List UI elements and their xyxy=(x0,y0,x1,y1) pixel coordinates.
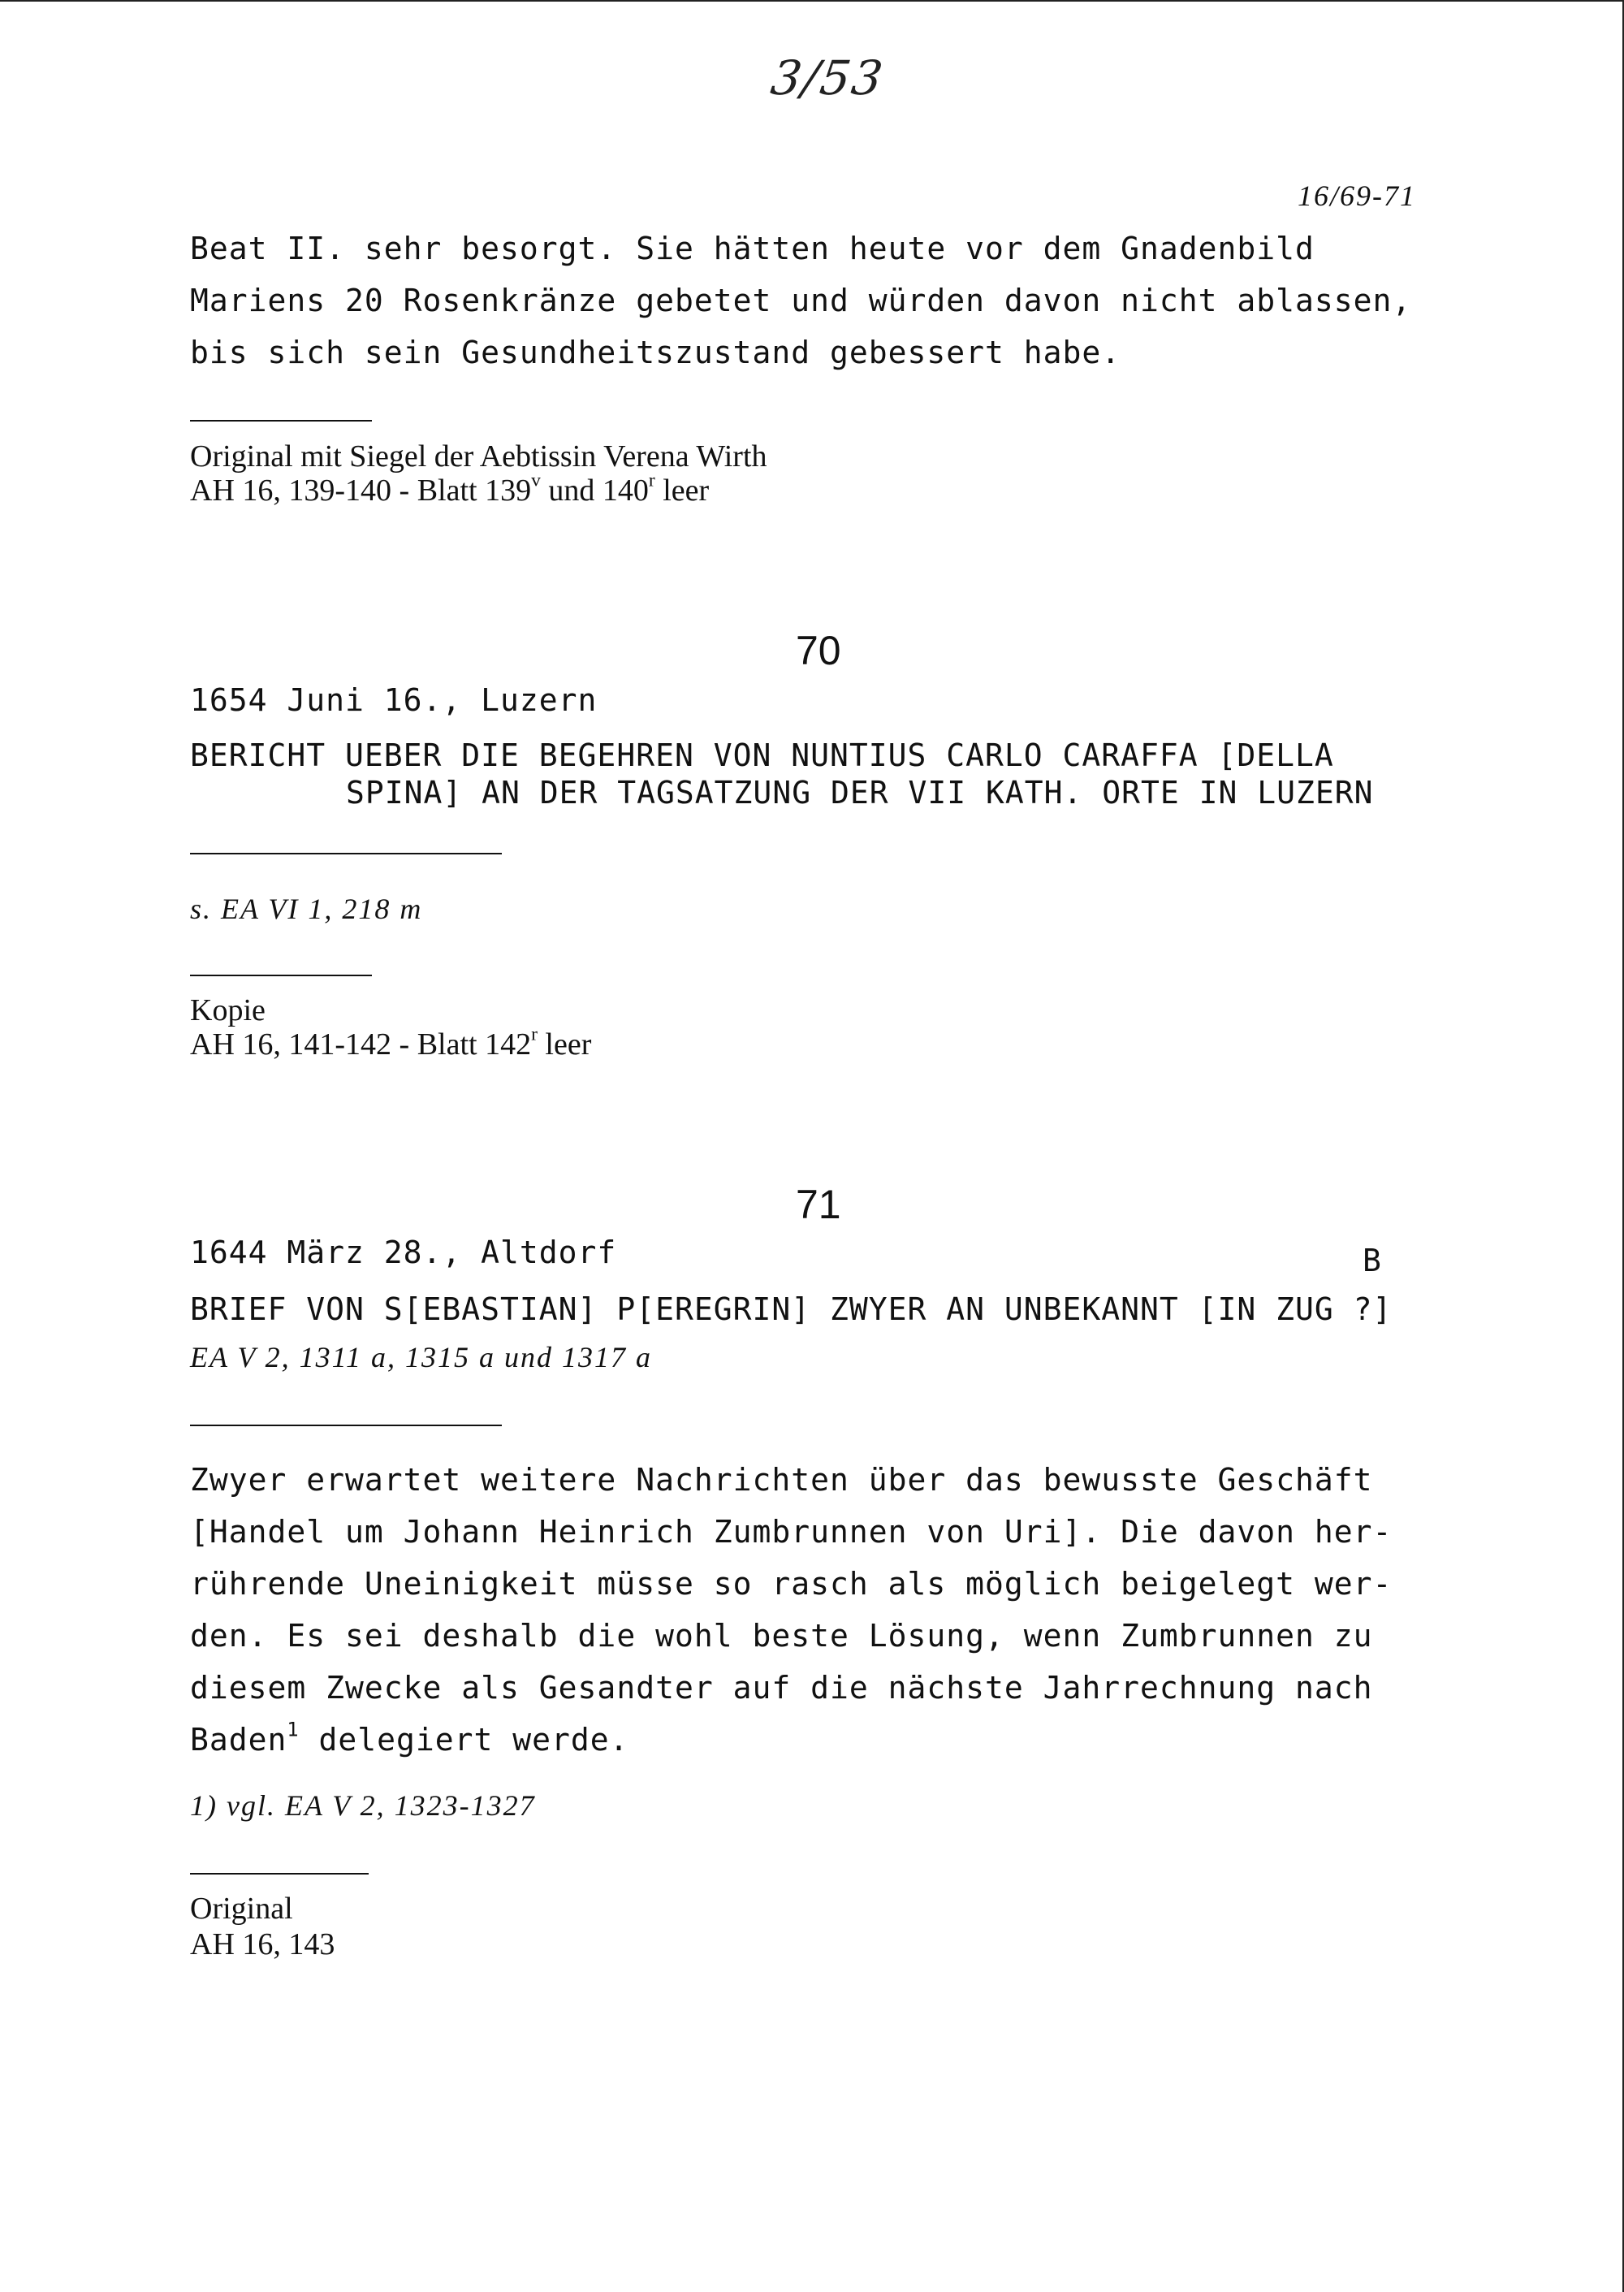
entry-71-body-line-6: Baden$^1$ delegiert werde. xyxy=(190,1718,629,1758)
entry-70-title-line-2: SPINA] AN DER TAGSATZUNG DER VII KATH. ORTE IN LUZERN xyxy=(346,775,1374,811)
entry-71-footnote: 1) vgl. EA V 2, 1323-1327 xyxy=(190,1789,536,1822)
entry-71-title: BRIEF VON S[EBASTIAN] P[EREGRIN] ZWYER AN UNBEKANNT [IN ZUG ?] xyxy=(190,1291,1393,1327)
entry-71-marker: B xyxy=(1363,1243,1382,1278)
entry-71-source-description: Original xyxy=(190,1892,293,1926)
entry-71-date: 1644 März 28., Altdorf xyxy=(190,1235,617,1270)
separator-rule xyxy=(190,420,372,422)
entry-71-body-line-3: rührende Uneinigkeit müsse so rasch als möglich beigelegt wer- xyxy=(190,1566,1393,1602)
handwritten-folio-number: 3/53 xyxy=(767,50,888,106)
page-reference: 16/69-71 xyxy=(1298,179,1416,212)
entry-70-number: 70 xyxy=(796,628,841,673)
separator-rule xyxy=(190,853,502,854)
continuation-line-3: bis sich sein Gesundheitszustand gebessert habe. xyxy=(190,335,1121,370)
source-archive-reference: AH 16, 139-140 - Blatt 139$^v$ und 140$^r$ leer xyxy=(190,469,710,508)
separator-rule xyxy=(190,1425,502,1426)
entry-71-reference: EA V 2, 1311 a, 1315 a und 1317 a xyxy=(190,1341,652,1373)
entry-70-date: 1654 Juni 16., Luzern xyxy=(190,682,598,718)
separator-rule xyxy=(190,1873,369,1875)
separator-rule xyxy=(190,975,372,976)
entry-70-reference: s. EA VI 1, 218 m xyxy=(190,893,423,925)
entry-70-source-description: Kopie xyxy=(190,993,266,1027)
entry-70-title-line-1: BERICHT UEBER DIE BEGEHREN VON NUNTIUS CARLO CARAFFA [DELLA xyxy=(190,737,1334,773)
continuation-line-1: Beat II. sehr besorgt. Sie hätten heute vor dem Gnadenbild xyxy=(190,231,1315,266)
entry-71-body-line-2: [Handel um Johann Heinrich Zumbrunnen von Uri]. Die davon her- xyxy=(190,1514,1393,1550)
entry-71-body-line-4: den. Es sei deshalb die wohl beste Lösung, wenn Zumbrunnen zu xyxy=(190,1618,1373,1654)
entry-71-body-line-5: diesem Zwecke als Gesandter auf die nächste Jahrrechnung nach xyxy=(190,1670,1373,1706)
continuation-line-2: Mariens 20 Rosenkränze gebetet und würden davon nicht ablassen, xyxy=(190,283,1412,318)
entry-71-number: 71 xyxy=(796,1182,841,1227)
source-description: Original mit Siegel der Aebtissin Verena Wirth xyxy=(190,439,767,474)
entry-71-archive-reference: AH 16, 143 xyxy=(190,1927,335,1961)
entry-70-archive-reference: AH 16, 141-142 - Blatt 142$^r$ leer xyxy=(190,1023,592,1062)
footnote-marker: 1 xyxy=(287,1718,300,1741)
entry-71-body-line-1: Zwyer erwartet weitere Nachrichten über das bewusste Geschäft xyxy=(190,1462,1373,1498)
